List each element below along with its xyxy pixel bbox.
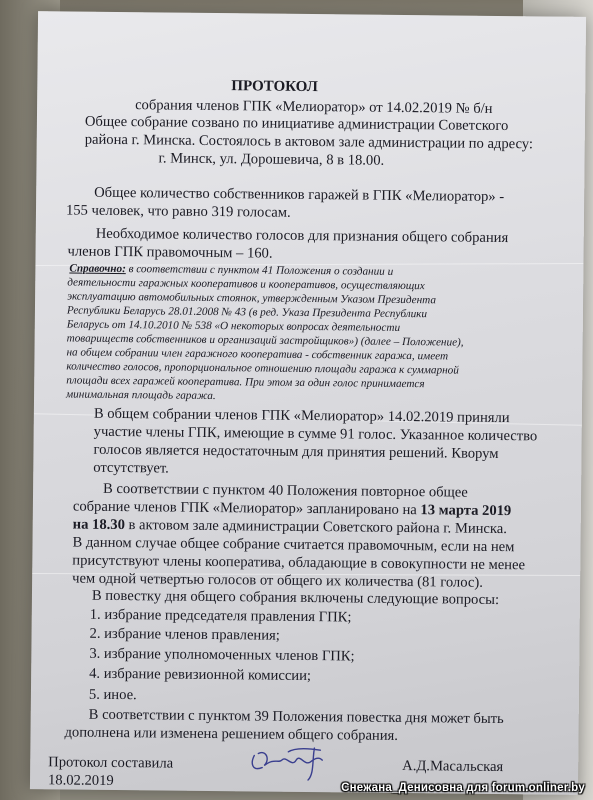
meeting-result-line: отсутствует. (93, 459, 169, 477)
reference-line: эксплуатацию автомобильных стоянок, утвержденным Указом Президента (67, 290, 437, 307)
reference-line: Республики Беларусь 28.01.2008 № 43 (в ред. Указа Президента Республики (66, 304, 428, 321)
signed-by-label: Протокол составила (48, 754, 174, 772)
closing-line: В соответствии с пунктом 39 Положения повестка дня может быть (88, 706, 504, 728)
intro-line: Общее собрание созвано по инициативе администрации Советского (84, 113, 509, 135)
meeting-result-line: участие члены ГПК, имеющие в сумме 91 голос. Указанное количество (93, 423, 538, 445)
document-title: ПРОТОКОЛ (231, 78, 318, 96)
repeat-meeting-text: собрание членов ГПК «Мелиоратор» запланировано на (72, 498, 421, 519)
agenda-item: 1. избрание председателя правления ГПК; (89, 606, 352, 626)
quorum-needed-line: членов ГПК правомочным – 160. (67, 243, 273, 262)
agenda-item: 3. избрание уполномоченных членов ГПК; (89, 645, 355, 665)
notice-paper (30, 11, 586, 795)
repeat-meeting-time: на 18.30 (72, 516, 125, 534)
repeat-meeting-line: В соответствии с пунктом 40 Положения повторное общее (103, 480, 468, 501)
reference-text: в соответствии с пунктом 41 Положения о создании и (128, 263, 394, 278)
reference-line: площади всех гаражей кооператива. При этом за один голос принимается (66, 374, 425, 391)
meeting-result-line: В общем собрании членов ГПК «Мелиоратор» 14.02.2019 приняли (93, 405, 510, 427)
reference-line: количество голосов, пропорциональное отношению площади гаража к суммарной (66, 360, 459, 377)
quorum-needed-line: Необходимое количество голосов для признания общего собрания (95, 225, 509, 247)
owners-line: 155 человек, что равно 319 голосам. (65, 202, 291, 221)
reference-line: на общем собрании член гаражного кооператива - собственник гаража, имеет (66, 346, 449, 363)
owners-line: Общее количество собственников гаражей в ГПК «Мелиоратор» - (94, 184, 505, 206)
intro-line: г. Минск, ул. Дорошевича, 8 в 18.00. (158, 150, 385, 169)
closing-line: дополнена или изменена решением общего собрания. (64, 724, 399, 744)
reference-line: деятельности гаражных кооперативов и кооперативов, осуществляющих (67, 276, 425, 293)
intro-line: района г. Минска. Состоялось в актовом зале администрации по адресу: (84, 131, 534, 153)
agenda-item: 2. избрание членов правления; (89, 625, 280, 644)
repeat-meeting-text: в актовом зале администрации Советского района г. Минска. (124, 517, 508, 538)
signer-name: А.Д.Масальская (402, 758, 504, 776)
repeat-meeting-line: присутствуют члены кооператива, обладающие в совокупности не менее (72, 552, 526, 574)
handwritten-signature (248, 741, 338, 782)
agenda-item: 4. избрание ревизионной комиссии; (89, 665, 312, 685)
reference-line: минимальная площадь гаража. (66, 388, 216, 403)
reference-label: Справочно: (69, 262, 126, 276)
repeat-meeting-line: В данном случае общее собрание считается правомочным, если на нем (72, 534, 515, 556)
repeat-meeting-line: чем одной четвертью голосов от общего их количества (81 голос). (72, 570, 483, 591)
protocol-document (30, 11, 586, 795)
agenda-item: 5. иное. (88, 686, 137, 704)
agenda-intro: В повестку дня общего собрания включены следующие вопросы: (91, 587, 500, 609)
reference-line: товариществ собственников и организаций застройщиков») (далее – Положение), (66, 332, 464, 349)
reference-line: Беларусь от 14.10.2010 № 538 «О некоторых вопросах деятельности (66, 318, 401, 334)
signed-date: 18.02.2019 (47, 772, 114, 789)
meeting-result-line: голосов является недостаточным для принятия решений. Кворум (93, 441, 499, 462)
repeat-meeting-date: 13 марта 2019 (420, 502, 512, 520)
document-subtitle: собрания членов ГПК «Мелиоратор» от 14.02.2019 № б/н (135, 97, 493, 117)
watermark-text: Снежана_Денисовна для forum.onliner.by (341, 782, 585, 794)
